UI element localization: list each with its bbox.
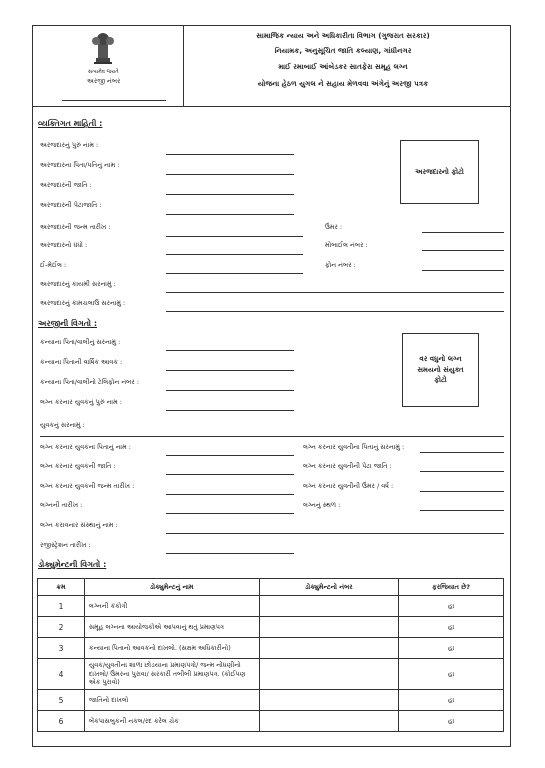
field-input-line[interactable]: [166, 273, 303, 274]
field-input-line[interactable]: [166, 390, 294, 391]
table-row: [38, 711, 504, 732]
field-input-line[interactable]: [422, 270, 504, 271]
field-input-line[interactable]: [166, 513, 294, 514]
column-header: ફરજિયાત છે?: [399, 579, 504, 596]
document-name: યુવક/યુવતીના શાળા છોડયાના પ્રમાણપત્રો/ જન્મ નોંધણીનો દાખલો/ ઉંમરના પુરાવા/ સરકારી તબીબી પ્રમાણપત્ર. (કોઈપણ એક પુરાવો): [84, 659, 259, 690]
field-input-line[interactable]: [166, 533, 504, 534]
field-input-line[interactable]: [166, 553, 294, 554]
field-input-line[interactable]: [166, 410, 294, 411]
field-label: કન્યાના પિતા/વાલીનો ટેલિફોન નંબર :: [40, 378, 140, 386]
required-flag: હા: [399, 711, 504, 732]
national-emblem-icon: [83, 28, 123, 68]
couple-photo-label-line: ફોટો: [434, 376, 447, 385]
document-number-cell[interactable]: [259, 638, 399, 659]
field-label: લગ્ન કરનાર યુવતીના પિતાનું સરનામું :: [303, 443, 405, 451]
field-input-line[interactable]: [166, 236, 303, 237]
table-header-row: [38, 579, 504, 596]
row-number: 5: [38, 690, 85, 711]
field-input-line[interactable]: [166, 254, 303, 255]
document-number-cell[interactable]: [259, 596, 399, 617]
table-row: [38, 638, 504, 659]
personal-info-heading: વ્યક્તિગત માહિતી :: [38, 119, 103, 128]
field-label: ઉંમર :: [325, 223, 343, 231]
field-label: લગ્નની તારીખ :: [40, 501, 83, 509]
required-flag: હા: [399, 596, 504, 617]
documents-heading: ડોક્યુમેન્ટની વિગતો :: [38, 560, 107, 569]
field-input-line[interactable]: [166, 494, 294, 495]
column-header: ડોક્યુમેન્ટનું નામ: [84, 579, 259, 596]
field-label: અરજદારનું કાયમી સરનામું :: [40, 280, 116, 288]
header-title-line: નિયામક, અનુસૂચિત જાતિ કલ્યાણ, ગાંધીનગર: [274, 46, 412, 55]
field-input-line[interactable]: [420, 491, 504, 492]
field-label: મોબાઈલ નંબર :: [325, 241, 368, 249]
header-title-line: માઈ રમાબાઈ આંબેડકર સાતફેરા સમૂહ લગ્ન: [278, 62, 408, 71]
application-number-label: અરજી નંબર: [87, 77, 121, 85]
field-input-line[interactable]: [166, 154, 294, 155]
applicant-photo-box[interactable]: [400, 140, 479, 204]
field-label: લગ્ન કરનાર યુવકની જાતિ :: [40, 462, 116, 470]
table-row: [38, 690, 504, 711]
table-row: [38, 596, 504, 617]
field-input-line[interactable]: [166, 214, 294, 215]
field-input-line[interactable]: [166, 455, 294, 456]
applicant-photo-label: અરજદારનો ફોટો: [415, 167, 464, 176]
field-label: કન્યાના પિતાની વાર્ષિક આવક :: [40, 358, 123, 366]
field-input-line[interactable]: [166, 311, 504, 312]
field-label: યુવકનું સરનામું :: [40, 421, 85, 429]
field-label: ફોન નંબર :: [325, 261, 356, 269]
field-input-line[interactable]: [166, 194, 294, 195]
field-input-line[interactable]: [422, 250, 504, 251]
field-label: ઈ-મેઈલ :: [40, 261, 67, 269]
emblem-caption: સત્યમેવ જયતે: [88, 69, 119, 75]
column-header: ડોક્યુમેન્ટનો નંબર: [259, 579, 399, 596]
couple-photo-box[interactable]: [402, 333, 479, 407]
table-row: [38, 617, 504, 638]
couple-photo-label-line: સમયનો સંયુક્ત: [417, 365, 464, 374]
field-label: અરજદારની જાતિ :: [40, 181, 92, 189]
row-number: 1: [38, 596, 85, 617]
field-label: અરજદારના પિતા/પતિનું નામ :: [40, 161, 120, 169]
header-title-line: સામાજિક ન્યાય અને અધિકારીતા વિભાગ (ગુજરાત સરકાર): [256, 31, 430, 40]
field-input-line[interactable]: [166, 370, 294, 371]
field-label: કન્યાના પિતા/વાલીનું સરનામું :: [40, 338, 121, 346]
field-input-line[interactable]: [166, 292, 504, 293]
document-name: લગ્નની કંકોત્રી: [84, 596, 259, 617]
row-number: 3: [38, 638, 85, 659]
document-number-cell[interactable]: [259, 617, 399, 638]
couple-photo-label: [417, 354, 463, 386]
document-number-cell[interactable]: [259, 690, 399, 711]
field-label: અરજદારની જન્મ તારીખ :: [40, 223, 111, 231]
application-number-line: [62, 100, 166, 101]
header-divider-vertical: [183, 25, 184, 106]
document-name: સમૂહ લગ્નના આયોજકોએ આપવાનું થતું પ્રમાણપત્ર: [84, 617, 259, 638]
header-divider: [32, 106, 511, 107]
row-number: 4: [38, 659, 85, 690]
required-flag: હા: [399, 617, 504, 638]
field-label: લગ્નનું સ્થળ :: [303, 501, 341, 509]
field-label: લગ્ન કરનાર યુવતીની પેટા જાતિ :: [303, 462, 392, 470]
couple-photo-label-line: વર વધુનો લગ્ન: [419, 355, 462, 364]
row-number: 2: [38, 617, 85, 638]
field-input-line[interactable]: [166, 350, 294, 351]
field-label: લગ્ન કરનાર યુવતીની ઉંમર / વર્ષ :: [303, 482, 394, 490]
document-number-cell[interactable]: [259, 659, 399, 690]
field-input-line[interactable]: [420, 510, 504, 511]
document-name: જાતિનો દાખલો: [84, 690, 259, 711]
field-label: લગ્ન કરનાર યુવકનું પુરું નામ :: [40, 398, 122, 406]
field-label: અરજદારનું પુરું નામ :: [40, 141, 99, 149]
field-label: લગ્ન કરનાર યુવકના પિતાનું નામ :: [40, 443, 131, 451]
field-label: અરજદારનું કામચલાઉ સરનામું :: [40, 299, 126, 307]
field-label: લગ્ન કરનાર યુવકની જન્મ તારીખ :: [40, 482, 135, 490]
required-flag: હા: [399, 638, 504, 659]
column-header: ક્રમ: [38, 579, 85, 596]
required-flag: હા: [399, 690, 504, 711]
field-label: અરજદારની પેટાજાતિ :: [40, 201, 102, 209]
field-input-line[interactable]: [166, 174, 294, 175]
document-name: બેંકપાસબુકની નકલ/રદ કરેલ ચેક: [84, 711, 259, 732]
field-label: લગ્ન કરાવનાર સંસ્થાનું નામ :: [40, 521, 118, 529]
field-input-line[interactable]: [166, 474, 294, 475]
field-input-line[interactable]: [420, 471, 504, 472]
field-label: રજીસ્ટ્રેશન તારીખ :: [40, 541, 91, 549]
header-title-line: યોજના હેઠળ યુગલ ને સહાય મેળવવા અંગેનું અરજી પત્રક: [257, 79, 429, 88]
field-input-line[interactable]: [420, 452, 504, 453]
field-label: અરજદારનો ધંધો :: [40, 241, 88, 249]
document-name: કન્યાના પિતાનો આવકનો દાખલો. (સક્ષમ અધિકારીનો): [84, 638, 259, 659]
table-row: [38, 659, 504, 690]
required-flag: હા: [399, 659, 504, 690]
field-input-line[interactable]: [422, 232, 504, 233]
document-number-cell[interactable]: [259, 711, 399, 732]
field-input-line[interactable]: [40, 436, 504, 437]
documents-table: [37, 578, 504, 732]
row-number: 6: [38, 711, 85, 732]
application-details-heading: અરજીની વિગતો :: [38, 319, 98, 328]
